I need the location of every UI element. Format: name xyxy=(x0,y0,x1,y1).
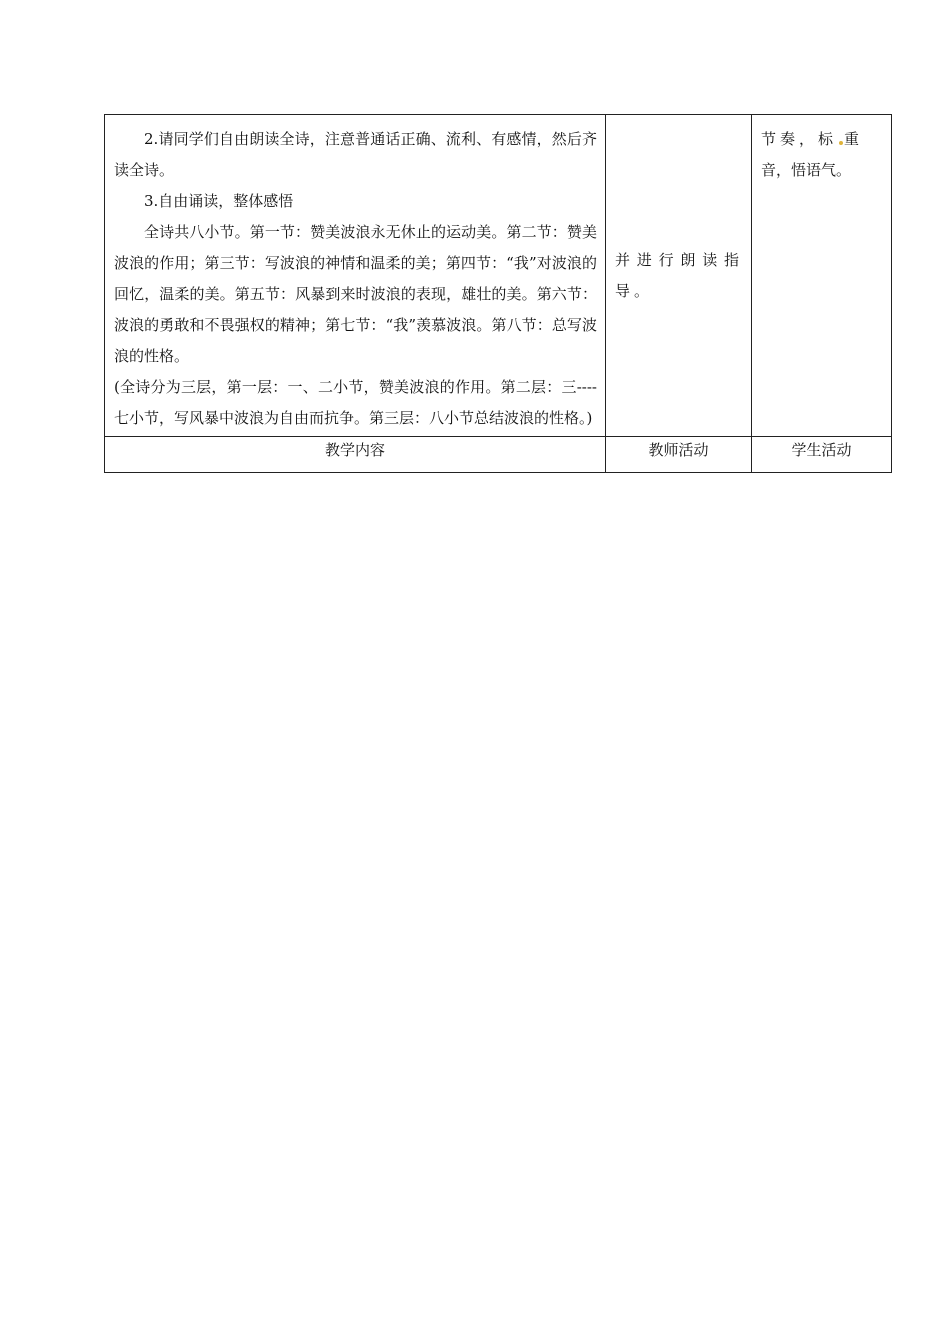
table-row xyxy=(105,115,892,437)
student-activity-cell xyxy=(752,115,892,437)
paragraph-recite: 3.自由诵读，整体感悟 xyxy=(144,192,294,210)
paragraph-poem-structure: (全诗分为三层，第一层：一、二小节，赞美波浪的作用。第二层：三----七小节，写风暴中波浪为自由而抗争。第三层：八小节总结波浪的性格。) xyxy=(114,378,597,427)
header-teaching-content: 教学内容 xyxy=(105,437,606,473)
student-activity-line-1: 节奏，标 重 xyxy=(761,130,860,148)
lesson-table xyxy=(104,114,892,473)
paragraph-poem-summary: 全诗共八小节。第一节：赞美波浪永无休止的运动美。第二节：赞美波浪的作用；第三节：写波浪的神情和温柔的美；第四节：“我”对波浪的回忆，温柔的美。第五节：风暴到来时波浪的表现，雄壮的美。第六节：波浪的勇敢和不畏强权的精神；第七节：“我”羡慕波浪。第八节：总写波浪的性格。 xyxy=(114,223,597,365)
header-teacher-activity: 教师活动 xyxy=(606,437,752,473)
teacher-activity-text: 并进行朗读指导。 xyxy=(615,250,743,300)
table-header-row xyxy=(105,437,892,473)
header-student-activity: 学生活动 xyxy=(752,437,892,473)
highlight-mark xyxy=(839,141,843,145)
student-activity-line-2: 音，悟语气。 xyxy=(761,161,852,179)
teacher-activity-cell xyxy=(606,115,752,437)
teaching-content-cell xyxy=(105,115,606,437)
paragraph-read-aloud: 2.请同学们自由朗读全诗，注意普通话正确、流利、有感情，然后齐读全诗。 xyxy=(114,130,597,179)
